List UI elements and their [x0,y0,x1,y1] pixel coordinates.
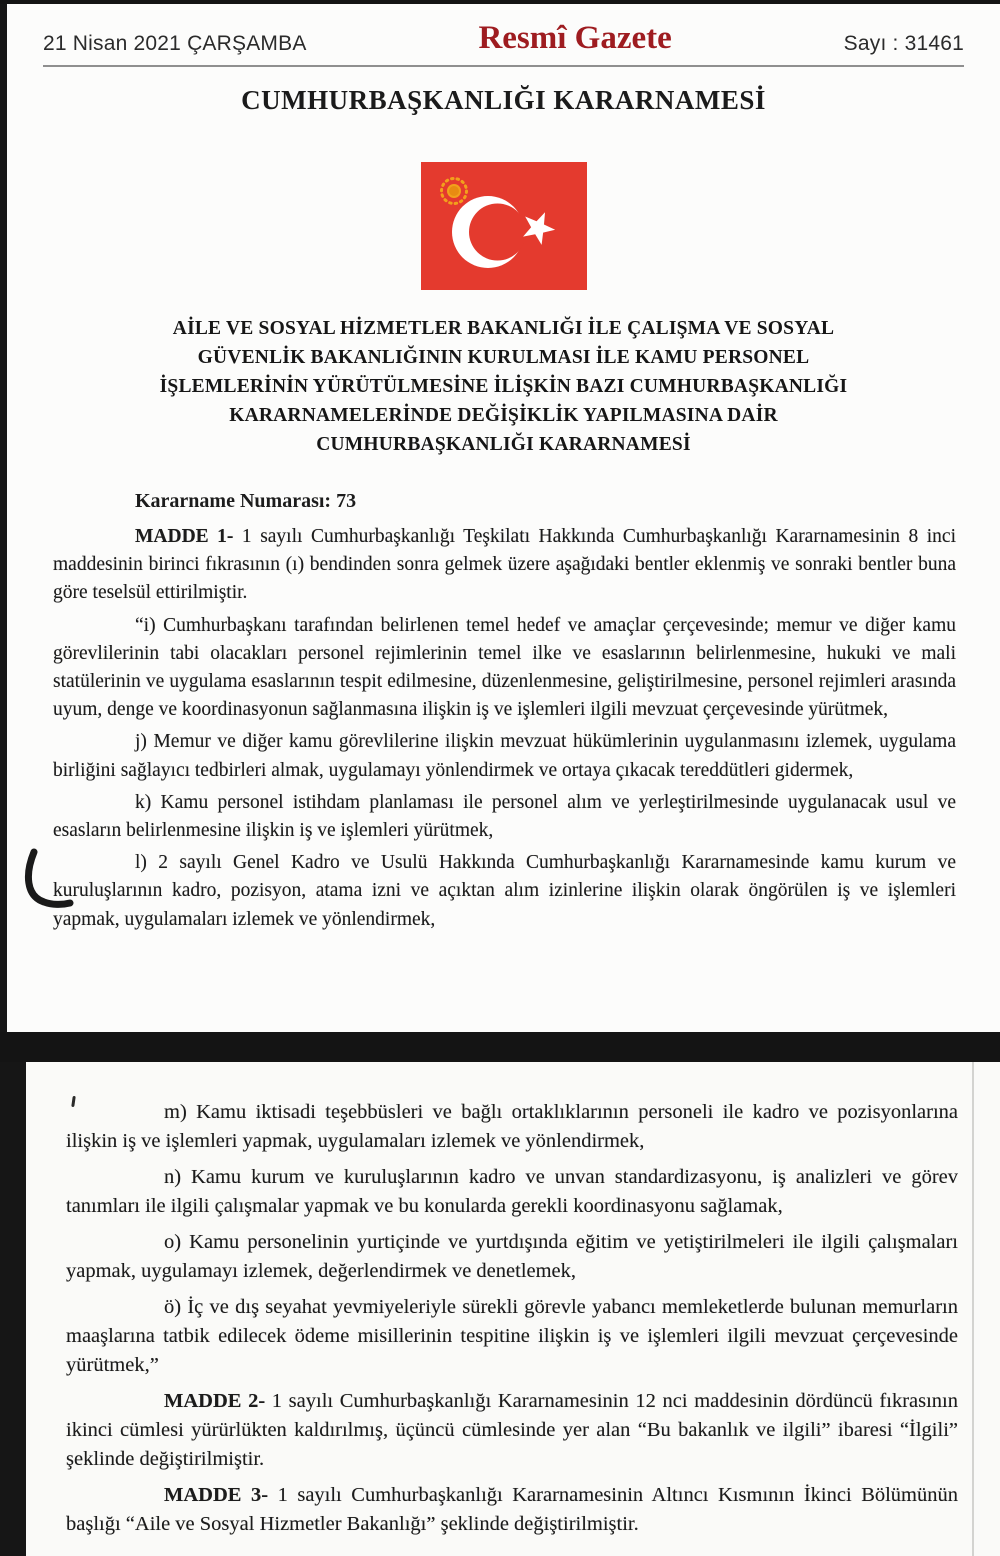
clause-m [66,1098,958,1156]
clause-n [66,1163,958,1221]
gazette-date: 21 Nisan 2021 ÇARŞAMBA [43,32,307,55]
clause-text: k) Kamu personel istihdam planlaması ile personel alım ve yerleştirilmesinde uygulanacak usul ve esasların belirlenmesine ilişkin iş ve işlemleri yürütmek, [53,791,956,842]
clause-l [53,849,956,934]
turkish-flag-icon [421,162,587,290]
page-edge-shadow [972,1062,974,1556]
clause-oe [66,1293,958,1380]
clause-text: l) 2 sayılı Genel Kadro ve Usulü Hakkında Cumhurbaşkanlığı Kararnamesinde kamu kurum ve kuruluşlarının kadro, pozisyon, atama izni ve açıktan alım izinlerine ilişkin olarak öngörülen iş ve işlemleri yapmak, uygulamaları izlemek ve yönlendirmek, [53,852,956,930]
clause-text: ö) İç ve dış seyahat yevmiyeleriyle sürekli görevle yabancı memleketlerde bulunan memurların maaşlarına tatbik edilecek ödeme misillerinin tespitine ilişkin iş ve işlemleri ilgili mevzuat çerçevesinde yürütmek,” [66,1296,958,1376]
header-divider-rule [43,65,964,67]
clause-k [53,789,956,845]
article-text: 1 sayılı Cumhurbaşkanlığı Teşkilatı Hakkında Cumhurbaşkanlığı Kararnamesinin 8 inci maddesinin birinci fıkrasının (ı) bendinden sonra gelmek üzere aşağıdaki bentler eklenmiş ve sonraki bentler buna göre teselsül ettirilmiştir. [53,526,956,604]
decree-title-line: KARARNAMELERİNDE DEĞİŞİKLİK YAPILMASINA DAİR [229,405,778,426]
clause-j [53,728,956,784]
decree-title [7,314,1000,459]
clause-i [53,612,956,725]
presidential-flag-image [7,162,1000,290]
article-lead: MADDE 3- [164,1484,269,1506]
document-kind-heading: CUMHURBAŞKANLIĞI KARARNAMESİ [241,85,766,115]
gazette-page-2 [26,1062,1000,1556]
decree-body-page-2 [26,1098,1000,1539]
decree-number: Kararname Numarası: 73 [135,490,357,512]
article-madde-3 [66,1481,958,1539]
decree-title-line: AİLE VE SOSYAL HİZMETLER BAKANLIĞI İLE ÇALIŞMA VE SOSYAL [172,318,835,339]
article-lead: MADDE 2- [164,1390,266,1412]
decree-title-line: GÜVENLİK BAKANLIĞININ KURULMASI İLE KAMU PERSONEL [197,347,810,368]
screenshot-divider-band [0,1032,1000,1062]
clause-text: o) Kamu personelinin yurtiçinde ve yurtdışında eğitim ve yetiştirilmeleri ile ilgili çalışmaları yapmak, uygulamayı izlemek, değerlendirmek ve denetlemek, [66,1231,958,1282]
article-text: 1 sayılı Cumhurbaşkanlığı Kararnamesinin Altıncı Kısmının İkinci Bölümünün başlığı “Aile ve Sosyal Hizmetler Bakanlığı” şeklinde değiştirilmiştir. [66,1484,959,1535]
article-lead: MADDE 1- [135,526,234,547]
decree-title-line: İŞLEMLERİNİN YÜRÜTÜLMESİNE İLİŞKİN BAZI CUMHURBAŞKANLIĞI [159,376,848,397]
clause-o [66,1228,958,1286]
gazette-page-1 [7,4,1000,1032]
gazette-title: Resmî Gazete [478,20,672,56]
clause-text: “i) Cumhurbaşkanı tarafından belirlenen temel hedef ve amaçlar çerçevesinde; memur ve diğer kamu görevlilerinin tabi olacakları personel rejimlerinin temel ilke ve esaslarının belirlenmesine, hukuki ve mali statülerinin ve uygulama esaslarının tespit edilmesine, düzenlenmesine, geliştirilmesine, personel rejimleri arasında uyum, denge ve koordinasyonun sağlanmasına ilişkin iş ve işlemleri ilgili mevzuat çerçevesinde yürütmek, [53,614,956,721]
clause-text: j) Memur ve diğer kamu görevlilerine ilişkin mevzuat hükümlerinin uygulanmasını izlemek, uygulama birliğini sağlayıcı tedbirleri almak, uygulamayı yönlendirmek ve ortaya çıkacak tereddütleri gidermek, [53,731,956,781]
article-madde-1 [53,523,956,608]
decree-body-page-1 [7,490,1000,934]
gazette-header [7,4,1000,56]
clause-text: n) Kamu kurum ve kuruluşlarının kadro ve unvan standardizasyonu, iş analizleri ve görev tanımları ile ilgili çalışmalar yapmak ve bu konularda gerekli koordinasyonu sağlamak, [66,1166,958,1217]
article-madde-2 [66,1387,958,1474]
article-text: 1 sayılı Cumhurbaşkanlığı Kararnamesinin 12 nci maddesinin dördüncü fıkrasının ikinci cümlesi yürürlükten kaldırılmış, üçüncü cümlesinde yer alan “Bu bakanlık ve ilgili” ibaresi “İlgili” şeklinde değiştirilmiştir. [66,1390,958,1470]
gazette-issue-number: Sayı : 31461 [843,32,964,55]
clause-text: m) Kamu iktisadi teşebbüsleri ve bağlı ortaklıklarının personeli ile kadro ve pozisyonlarına ilişkin iş ve işlemleri yapmak, uygulamaları izlemek ve yönlendirmek, [66,1101,958,1152]
handwritten-bracket-mark [20,848,76,912]
decree-title-line: CUMHURBAŞKANLIĞI KARARNAMESİ [316,434,691,455]
